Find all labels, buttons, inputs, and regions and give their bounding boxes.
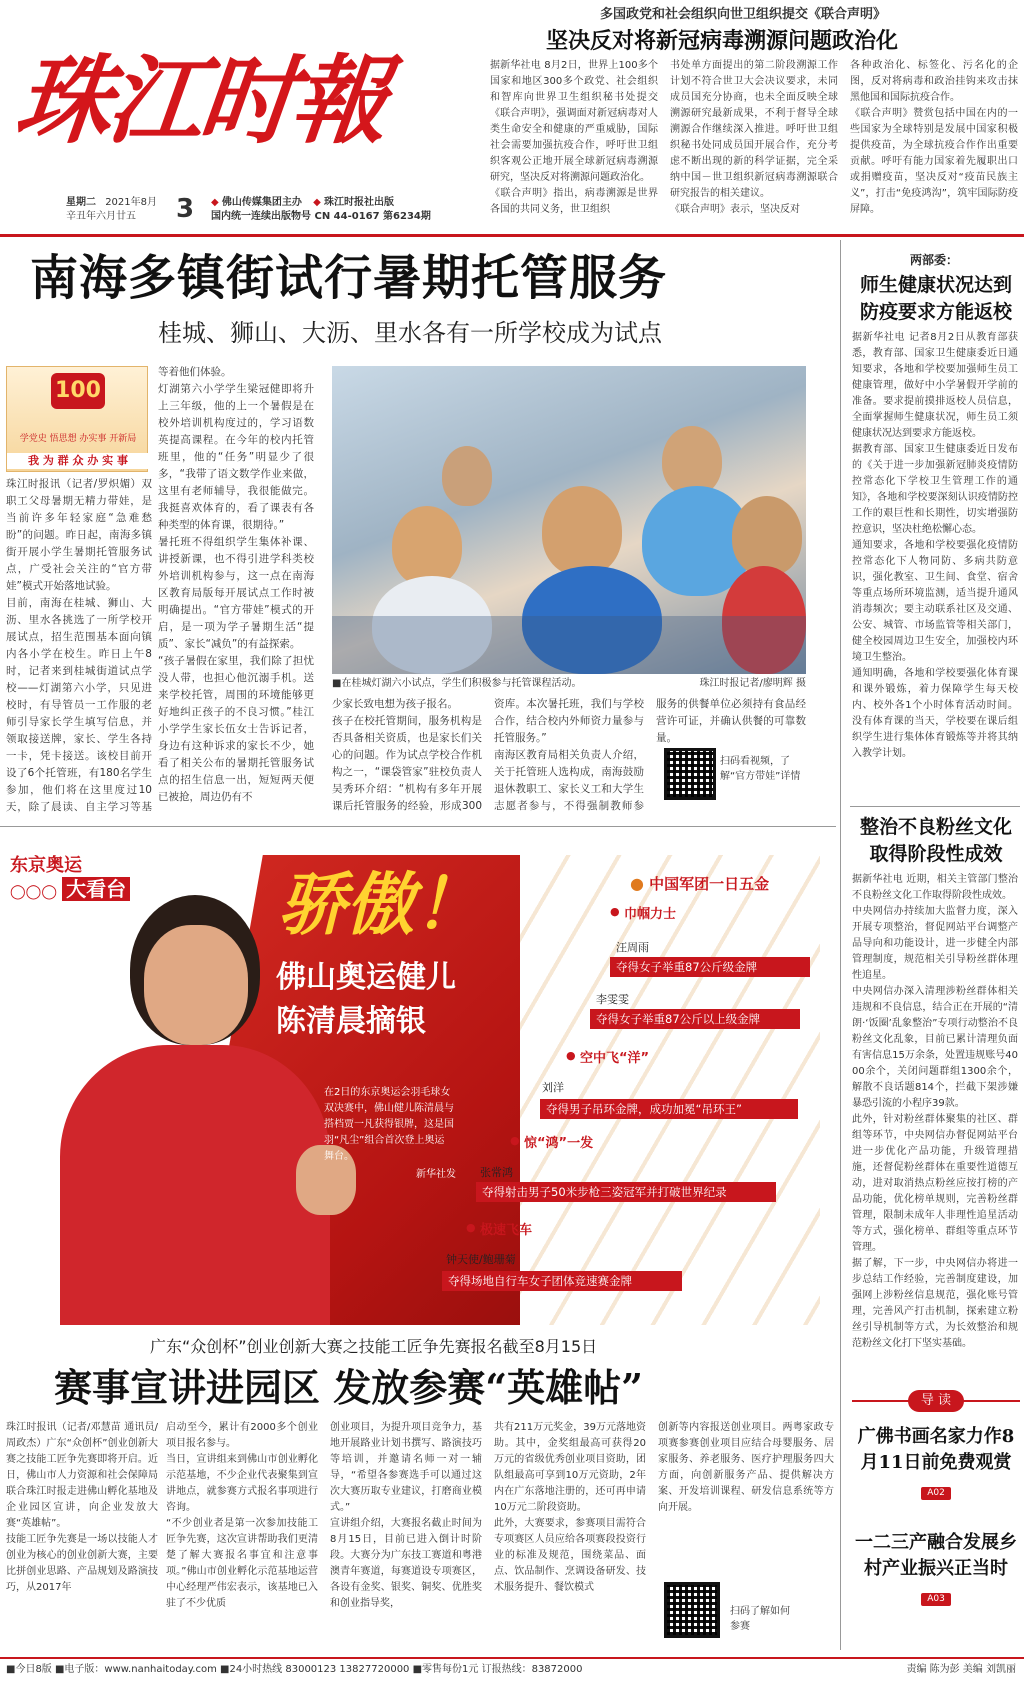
olympics-corner-line2: 大看台	[62, 877, 130, 901]
medal-item-label: 空中飞“洋”	[580, 1051, 650, 1066]
medal-item-athlete: 张常鸿	[480, 1166, 513, 1179]
medal-item-2	[590, 977, 820, 1037]
bottom-story-col3: 创业项目，为提升项目竞争力，基地开展路业计划书撰写、路演技巧等培训，并邀请名师一对一辅导，“希望各参赛选手可以通过这次大赛历取专业建议，打磨商业模式。” 宣讲组介绍，大赛报名截止时间为8月15日，目前已进入倒计时阶段。大赛分为广东技工赛道和粤港澳青年赛道，每赛道设专项赛区，各设有金奖、银奖、铜奖、优胜奖和创业指导奖，	[330, 1422, 482, 1609]
masthead-info	[66, 196, 456, 226]
main-headline: 南海多镇街试行暑期托管服务	[30, 250, 668, 306]
guide-item-2[interactable]: 一二三产融合发展乡村产业振兴正当时	[855, 1532, 1017, 1579]
right-col-divider	[850, 806, 1020, 807]
story2-headline: 整治不良粉丝文化取得阶段性成效	[859, 816, 1012, 865]
weekday: 星期二	[66, 197, 96, 208]
bullet-icon: ●	[510, 1134, 520, 1147]
bottom-story-kicker: 广东“众创杯”创业创新大赛之技能工匠争先赛报名截至8月15日	[150, 1337, 598, 1356]
footer-editors: 责编 陈为彭 美编 刘凯丽	[906, 1664, 1016, 1675]
sponsor-icon: ◆	[211, 197, 219, 208]
medal-item-5	[420, 1217, 820, 1297]
olympics-corner-line1: 东京奥运	[10, 855, 82, 876]
qr-code-contest[interactable]	[664, 1582, 720, 1638]
top-story-headline: 坚决反对将新冠病毒溯源问题政治化	[546, 28, 899, 54]
sponsor-host: 佛山传媒集团主办	[221, 197, 302, 208]
bullet-icon: ●	[610, 905, 620, 918]
party-badge	[6, 366, 148, 472]
bottom-story-col2: 启动至今，累计有2000多个创业项目报名参与。 当日，宣讲组来到佛山市创业孵化示范基地，不少企业代表聚集到宣讲地点，就参赛方式报名事项进行咨询。 “不少创业者是第一次参加技能工匠争先赛，这次宣讲帮助我们更清楚了解大赛报名事宜和注意事项。”佛山市创业孵化示范基地运营中心经理严伟宏表示，该基地已入驻了不少优质	[166, 1422, 318, 1609]
medal-item-result: 夺得男子吊环金牌，成功加冕“吊环王”	[540, 1099, 798, 1119]
guide-item-1-tag	[852, 1480, 1020, 1500]
guide-item-1[interactable]: 广佛书画名家力作8月11日前免费观赏	[857, 1426, 1015, 1473]
main-story-low1: 少家长致电想为孩子报名。 孩子在校托管期间，服务机构是否具备相关资质，也是家长们关心的问题。作为试点学校合作机构之一，“课袋管家”驻校负责人吴秀环介绍：“机构有多年开展课后托管服务的经验，形成300	[332, 698, 482, 812]
issue-date: 2021年8月	[105, 197, 157, 208]
main-story-low2: 资库。本次暑托班，我们与学校合作，结合校内外师资力量参与托管服务。” 南海区教育局相关负责人介绍，关于托管班人选构成，南海鼓励退休教职工、家长义工和大学生志愿者参与，不得强制教师参	[494, 698, 644, 812]
bottom-story-col5: 创新等内容报送创业项目。两粤家政专项赛参赛创业项目应结合母婴服务、居家服务、养老服务、医疗护理服务四大方面，向创新服务产品、提供解决方案、开发培训课程、研发信息系统等方向开展。	[658, 1422, 834, 1513]
medal-item-3	[540, 1045, 820, 1125]
story1-kicker: 两部委：	[910, 253, 959, 267]
medal-item-athlete: 李雯雯	[596, 993, 629, 1006]
medal-item-result: 夺得女子举重87公斤级金牌	[610, 957, 810, 977]
olympics-corner-title	[10, 855, 150, 901]
olympic-rings-icon: ◯◯◯	[10, 883, 58, 900]
guide-title: 导 读	[908, 1390, 964, 1412]
section-divider	[0, 826, 836, 827]
medal-item-result: 夺得场地自行车女子团体竞速赛金牌	[442, 1271, 682, 1291]
olympics-blurb-credit: 新华社发	[416, 1169, 456, 1180]
bottom-story-headline: 赛事宣讲进园区 发放参赛“英雄帖”	[54, 1365, 643, 1410]
bullet-icon: ●	[566, 1049, 576, 1062]
issue-day: 3	[176, 194, 195, 224]
qr-contest-text: 扫码了解如何参赛	[730, 1606, 790, 1632]
top-story-col3: 各种政治化、标签化、污名化的企图，反对将病毒和政治挂钩来攻击抹黑他国和国际抗疫合作。 《联合声明》赞赏包括中国在内的一些国家为全球特别是发展中国家积极提供疫苗，为全球抗疫合作作出重要贡献。呼吁有能力国家着先履职出口或捐赠疫苗，坚决反对“疫苗民族主义”，打击“免疫鸿沟”，筑牢国际防疫屏障。	[850, 60, 1018, 215]
issn: 国内统一连续出版物号 CN 44-0167 第6234期	[211, 211, 431, 222]
medal-item-label: 惊“鸿”一发	[524, 1136, 594, 1151]
qr-video-text: 扫码看视频，了解“官方带娃”详情	[720, 756, 801, 782]
classroom-photo	[332, 366, 806, 674]
badge-title: 我 为 群 众 办 实 事	[7, 453, 149, 469]
guide-box	[852, 1393, 1020, 1650]
centennial-emblem-icon: 100	[51, 373, 105, 409]
bottom-story-col4: 共有211万元奖金，39万元落地资助。其中，金奖组最高可获得20万元的省级优秀创业项目资助，团队组最高可享到10万元资助，2年内在广东落地注册的，还可再申请10万元二阶段资助。 此外，大赛要求，参赛项目需符合专项赛区人员应给各项赛段投资行业的标准及规范，围绕菜品、面点、饮品制作、烹调设备研发、技术服务提升、餐饮模式	[494, 1422, 646, 1593]
page-tag: A02	[921, 1487, 951, 1500]
medal-item-athlete: 汪周雨	[616, 941, 649, 954]
bottom-story-col1: 珠江时报讯（记者/邓慧苗 通讯员/周政杰）广东“众创杯”创业创新大赛之技能工匠争先赛即将开启。近日，佛山市人力资源和社会保障局联合珠江时报走进佛山孵化基地及企业园区宣讲，向企业发放大赛“英雄帖”。 技能工匠争先赛是一场以技能人才创业为核心的创业创新大赛，主要比拼创业思路、产品规划及路演技巧，从2017年	[6, 1422, 158, 1593]
olympics-big-word: 骄傲！	[278, 865, 483, 945]
medal-item-4	[480, 1130, 820, 1210]
olympics-headline-line1: 佛山奥运健儿	[276, 960, 456, 995]
top-story-col1: 据新华社电 8月2日，世界上100多个国家和地区300多个政党、社会组织和智库向世界卫生组织秘书处提交《联合声明》，强调面对新冠病毒对人类生命安全和健康的严重威胁，国际社会需要加强抗疫合作，呼吁世卫组织客观公正地开展全球新冠病毒溯源研究，坚决反对将溯源问题政治化。 《联合声明》指出，病毒溯源是世界各国的共同义务，世卫组织	[490, 60, 658, 215]
photo-credit: 珠江时报记者/廖明辉 摄	[699, 678, 806, 689]
bullet-icon: ●	[630, 874, 644, 893]
medal-item-label: 极速飞车	[480, 1223, 533, 1238]
medal-item-label: 巾帼力士	[624, 907, 677, 922]
olympics-side-title	[630, 873, 820, 894]
top-story-kicker: 多国政党和社会组织向世卫组织提交《联合声明》	[600, 7, 887, 22]
lunar-date: 辛丑年六月廿五	[66, 211, 136, 222]
sponsor-icon: ◆	[313, 197, 321, 208]
top-story-col2: 书处单方面提出的第二阶段溯源工作计划不符合世卫大会决议要求，未同成员国充分协商，也未全面反映全球溯源研究最新成果，不利于督导全球溯源合作继续深入推进。呼吁世卫组织秘书处同成员国开展合作，充分考虑不断出现的新的科学证据，完全采纳中国－世卫组织新冠病毒溯源联合研究报告的相关建议。 《联合声明》表示，坚决反对	[670, 60, 838, 215]
medal-item-result: 夺得女子举重87公斤以上级金牌	[590, 1009, 800, 1029]
medal-item-1	[610, 905, 820, 975]
olympics-side-title-text: 中国军团一日五金	[649, 875, 770, 893]
masthead-rule	[0, 234, 1024, 237]
bullet-icon: ●	[466, 1221, 476, 1234]
main-story-col2: 等着他们体验。 灯湖第六小学学生梁冠健即将升上三年级，他的上一个暑假是在校外培训机构度过的，学习语数英提高课程。在今年的校内托管班里，他的“任务”明显少了很多，“我带了语文数学作业来做，这里有老师辅导，我很能做完。我挺喜欢体育的，看了课表有各种类型的体育课，很期待。” 暑托班不得组织学生集体补课、讲授新课，也不得引进学科类校外培训机构参与，这一点在南海区教育局版每开展试点工作时被明确提出。“官方带娃”模式的开启，是一项为学子暑期生活“提质”、家长“减负”的有益探索。 “孩子暑假在家里，我们除了担忧没人带，也担心他沉溺手机。送来学校托管，周围的环境能够更好地纠正孩子的不良习惯。”桂江小学学生家长伍女士告诉记者，身边有这种诉求的家长不少，她看了相关公布的暑期托管服务试点的招生信息一出，短短两天便已被抢，周边仍有不	[158, 366, 314, 803]
story2-body: 据新华社电 近期，相关主管部门整治不良粉丝文化工作取得阶段性成效。 中央网信办持续加大监督力度，深入开展专项整治，督促网站平台调整产品导向和功能设计，进一步健全内部管理制度，规范相关引导粉丝群体理性追星。 中央网信办深入清理涉粉丝群体相关违规和不良信息，结合正在开展的“清朗·‘饭圈’乱象整治”专项行动整治不良粉丝文化乱象，目前已累计清理负面有害信息15万余条，处置违规账号4000余个，关闭问题群组1300余个，解散不良话题814个，拦截下架涉嫌暴恐引流的小程序39款。 此外，针对粉丝群体聚集的社区、群组等环节，中央网信办督促网站平台进一步优化产品功能，升级管理措施，还督促粉丝群体在重要性道德互动，进对取消热点粉丝应按打榜的产品功能，优化榜单规则，完善粉丝群管理，限制未成年人非理性追星活动等方式，强化榜单、群组等重点环节管理。 据了解，下一步，中央网信办将进一步总结工作经验，完善制度建设，加强网上涉粉丝信息规范，强化账号管理，完善风产打击机制，探索建立粉丝引导机制等方式，为长效整治和规范粉丝文化打下坚实基础。	[852, 874, 1018, 1349]
olympics-headline-line2: 陈清晨摘银	[276, 1004, 426, 1039]
medal-item-result: 夺得射击男子50米步枪三姿冠军并打破世界纪录	[476, 1182, 776, 1202]
main-subhead: 桂城、狮山、大沥、里水各有一所学校成为试点	[158, 319, 662, 347]
story1-body: 据新华社电 记者8月2日从教育部获悉，教育部、国家卫生健康委近日通知要求，各地和学校要加强师生员工健康管理，做好中小学暑假开学前的准备。要求提前摸排返校人员信息，全面掌握师生健康状况，师生员工须健康状况达到要求方能返校。 据教育部、国家卫生健康委近日发布的《关于进一步加强新冠肺炎疫情防控常态化下学校卫生管理工作的通知》，各地和学校要深刻认识疫情防控工作的艰巨性和长期性，切实增强防控意识，坚决杜绝松懈心态。 通知要求，各地和学校要强化疫情防控常态化下人物同防、多病共防意识，强化教室、卫生间、食堂、宿舍等重点场所环境监测，适当提升通风消毒频次；要主动联系社区及交通、公安、城管、市场监管等相关部门，健全校园周边卫生安全，加强校内环境卫生整治。 通知明确，各地和学校要强化体育课和课外锻炼，着力保障学生每天校内、校外各1个小时体育活动时间。没有体育课的当天，学校要在课后组织学生进行集体体育锻炼等并将其纳入教学计划。	[852, 332, 1018, 759]
medal-item-athlete: 钟天使/鲍珊菊	[446, 1253, 516, 1266]
newspaper-logo: 珠江时報	[10, 44, 390, 157]
olympics-feature	[0, 855, 820, 1325]
olympics-blurb: 在2日的东京奥运会羽毛球女双决赛中，佛山健儿陈清晨与搭档贾一凡获得银牌，这是国羽“凡尘”组合首次登上奥运舞台。	[324, 1087, 454, 1162]
footer-bar	[0, 1657, 1024, 1681]
main-story-low3: 服务的供餐单位必须持有食品经营许可证，并确认供餐的可靠数量。	[656, 698, 806, 744]
qr-code-video[interactable]	[664, 748, 716, 800]
photo-caption: ■在桂城灯湖六小试点，学生们积极参与托管课程活动。	[332, 678, 582, 689]
page-tag: A03	[921, 1593, 951, 1606]
right-column-divider	[840, 240, 841, 1650]
guide-item-2-tag	[852, 1586, 1020, 1606]
sponsor-publisher: 珠江时报社出版	[323, 197, 394, 208]
story1-headline: 师生健康状况达到防疫要求方能返校	[859, 274, 1012, 323]
main-story-col1: 珠江时报讯（记者/罗炽媚）双职工父母暑期无精力带娃，是当前许多年轻家庭“急难愁盼”的问题。昨日起，南海多镇街开展小学生暑期托管服务试点，广受社会关注的“官方带娃”模式开始落地试验。 目前，南海在桂城、狮山、大沥、里水各挑选了一所学校开展试点，招生范围基本面向镇内各小学在校生。昨日上午8时，记者来到桂城街道试点学校——灯湖第六小学，只见进校时，有导管员一工作服的老师引导家长学生填写信息，并领取接送牌，家长、学生各持一卡，凭卡接送。该校目前开设了6个托管班，有180名学生参加，他们将在这里度过10天，除了晨读、自主学习等基	[6, 478, 152, 813]
badge-slogan: 学党史 悟思想 办实事 开新局	[19, 434, 137, 444]
medal-item-athlete: 刘洋	[542, 1081, 564, 1094]
footer-info: ■今日8版 ■电子版：www.nanhaitoday.com ■24小时热线 83000123 13827720000 ■零售每份1元 订报热线：83872000	[6, 1664, 583, 1675]
